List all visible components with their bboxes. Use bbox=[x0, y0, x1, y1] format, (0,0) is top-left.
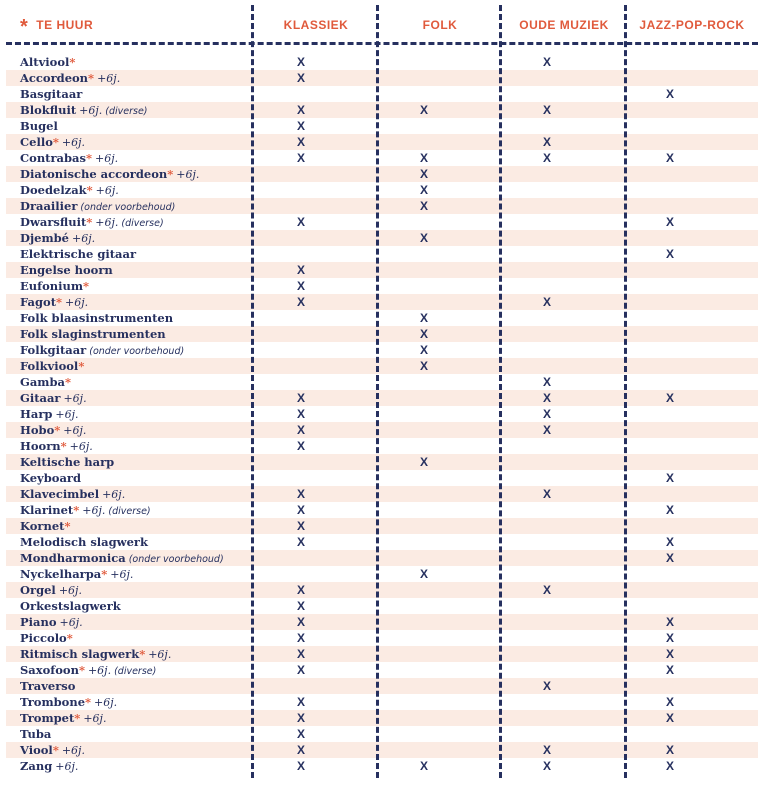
table-row bbox=[6, 662, 758, 678]
minimum-age: +6j. bbox=[61, 136, 86, 149]
minimum-age: +6j. bbox=[63, 392, 87, 405]
minimum-age: +6j. bbox=[95, 152, 119, 165]
instrument-label: Contrabas bbox=[20, 151, 86, 165]
instrument-name bbox=[20, 214, 164, 230]
table-row bbox=[6, 614, 758, 630]
instrument-label: Basgitaar bbox=[20, 87, 83, 101]
availability-mark: X bbox=[296, 647, 305, 661]
instrument-name bbox=[20, 198, 175, 214]
instrument-name bbox=[20, 678, 75, 694]
availability-mark: X bbox=[542, 759, 551, 773]
minimum-age: +6j. bbox=[55, 408, 79, 421]
availability-mark: X bbox=[665, 503, 674, 517]
table-row bbox=[6, 598, 758, 614]
instrument-name bbox=[20, 278, 89, 294]
instrument-name bbox=[20, 566, 133, 582]
availability-mark: X bbox=[296, 615, 305, 629]
availability-mark: X bbox=[542, 423, 551, 437]
column-header-klassiek: KLASSIEK bbox=[283, 18, 349, 32]
table-row bbox=[6, 182, 758, 198]
table-row bbox=[6, 214, 758, 230]
asterisk-marker: * bbox=[52, 135, 59, 149]
availability-mark: X bbox=[296, 151, 305, 165]
instrument-label: Gamba bbox=[20, 375, 65, 389]
availability-mark: X bbox=[665, 695, 674, 709]
availability-mark: X bbox=[419, 359, 428, 373]
asterisk-marker: * bbox=[83, 279, 90, 293]
column-divider bbox=[499, 5, 502, 778]
instrument-name bbox=[20, 134, 85, 150]
minimum-age: +6j. bbox=[58, 584, 82, 597]
table-row bbox=[6, 406, 758, 422]
table-row bbox=[6, 422, 758, 438]
availability-mark: X bbox=[665, 663, 674, 677]
availability-mark: X bbox=[419, 567, 428, 581]
instrument-name bbox=[20, 534, 148, 550]
instrument-label: Draailier bbox=[20, 199, 78, 213]
table-row bbox=[6, 758, 758, 774]
table-row bbox=[6, 438, 758, 454]
table-row bbox=[6, 742, 758, 758]
minimum-age: +6j. bbox=[102, 488, 126, 501]
availability-mark: X bbox=[665, 151, 674, 165]
availability-mark: X bbox=[542, 743, 551, 757]
instrument-label: Klarinet bbox=[20, 503, 74, 517]
table-title bbox=[20, 10, 240, 40]
asterisk-marker: * bbox=[85, 151, 92, 165]
asterisk-marker: * bbox=[52, 743, 59, 757]
minimum-age: +6j. bbox=[95, 184, 119, 197]
instrument-name bbox=[20, 422, 86, 438]
table-row bbox=[6, 486, 758, 502]
asterisk-marker: * bbox=[86, 183, 93, 197]
instrument-label: Nyckelharpa bbox=[20, 567, 102, 581]
asterisk-marker: * bbox=[74, 711, 81, 725]
availability-mark: X bbox=[296, 279, 305, 293]
instrument-label: Orkestslagwerk bbox=[20, 599, 121, 613]
minimum-age: +6j. bbox=[61, 744, 85, 757]
table-row bbox=[6, 566, 758, 582]
instrument-label: Folk blaasinstrumenten bbox=[20, 311, 174, 325]
minimum-age: +6j. bbox=[87, 664, 112, 677]
instrument-label: Trombone bbox=[20, 695, 86, 709]
instrument-name bbox=[20, 550, 224, 566]
availability-mark: X bbox=[296, 295, 305, 309]
instrument-name bbox=[20, 758, 78, 774]
instrument-name bbox=[20, 294, 88, 310]
instrument-name bbox=[20, 598, 121, 614]
instrument-label: Hobo bbox=[20, 423, 55, 437]
table-row bbox=[6, 310, 758, 326]
instrument-name bbox=[20, 710, 106, 726]
asterisk-marker: * bbox=[78, 663, 85, 677]
table-row bbox=[6, 710, 758, 726]
availability-mark: X bbox=[419, 151, 428, 165]
availability-mark: X bbox=[665, 711, 674, 725]
instrument-name bbox=[20, 246, 136, 262]
table-row bbox=[6, 358, 758, 374]
instrument-name bbox=[20, 662, 156, 678]
asterisk-marker: * bbox=[69, 55, 76, 69]
minimum-age: +6j. bbox=[79, 104, 103, 117]
asterisk-marker: * bbox=[60, 439, 67, 453]
minimum-age: +6j. bbox=[83, 712, 107, 725]
instrument-label: Altviool bbox=[20, 55, 70, 69]
minimum-age: +6j. bbox=[59, 616, 83, 629]
availability-mark: X bbox=[542, 375, 551, 389]
minimum-age: +6j. bbox=[55, 760, 79, 773]
minimum-age: +6j. bbox=[110, 568, 134, 581]
table-row bbox=[6, 118, 758, 134]
instrument-name bbox=[20, 470, 81, 486]
instrument-label: Piano bbox=[20, 615, 57, 629]
availability-mark: X bbox=[665, 215, 674, 229]
instrument-name bbox=[20, 438, 93, 454]
instrument-name bbox=[20, 262, 113, 278]
availability-mark: X bbox=[296, 439, 305, 453]
instrument-label: Elektrische gitaar bbox=[20, 247, 136, 261]
instrument-label: Accordeon bbox=[20, 71, 89, 85]
table-row bbox=[6, 198, 758, 214]
availability-mark: X bbox=[296, 71, 305, 85]
instrument-label: Viool bbox=[20, 743, 53, 757]
instrument-note: (onder voorbehoud) bbox=[80, 202, 176, 213]
availability-mark: X bbox=[665, 471, 674, 485]
instrument-label: Folkgitaar bbox=[20, 343, 87, 357]
table-row bbox=[6, 86, 758, 102]
availability-mark: X bbox=[296, 631, 305, 645]
instrument-name bbox=[20, 54, 75, 70]
availability-mark: X bbox=[665, 759, 674, 773]
availability-mark: X bbox=[296, 727, 305, 741]
asterisk-marker: * bbox=[73, 503, 80, 517]
instrument-label: Folk slaginstrumenten bbox=[20, 327, 166, 341]
instrument-name bbox=[20, 614, 83, 630]
minimum-age: +6j. bbox=[71, 232, 96, 245]
instrument-label: Doedelzak bbox=[20, 183, 87, 197]
instrument-note: (diverse) bbox=[108, 506, 151, 517]
instrument-name bbox=[20, 646, 171, 662]
instrument-name bbox=[20, 342, 184, 358]
asterisk-marker: * bbox=[78, 359, 85, 373]
instrument-label: Keltische harp bbox=[20, 455, 115, 469]
minimum-age: +6j. bbox=[82, 504, 106, 517]
minimum-age: +6j. bbox=[97, 72, 121, 85]
table-row bbox=[6, 166, 758, 182]
column-divider bbox=[251, 5, 254, 778]
asterisk-marker: * bbox=[54, 423, 61, 437]
availability-mark: X bbox=[296, 119, 305, 133]
instrument-label: Folkviool bbox=[20, 359, 79, 373]
availability-mark: X bbox=[419, 103, 428, 117]
availability-mark: X bbox=[296, 663, 305, 677]
availability-mark: X bbox=[296, 391, 305, 405]
table-row bbox=[6, 70, 758, 86]
table-row bbox=[6, 374, 758, 390]
instrument-name bbox=[20, 502, 151, 518]
asterisk-marker: * bbox=[167, 167, 174, 181]
asterisk-marker: * bbox=[66, 631, 73, 645]
column-divider bbox=[624, 5, 627, 778]
instrument-label: Mondharmonica bbox=[20, 551, 126, 565]
instrument-name bbox=[20, 630, 73, 646]
instrument-name bbox=[20, 454, 114, 470]
instrument-label: Harp bbox=[20, 407, 53, 421]
asterisk-marker: * bbox=[86, 215, 93, 229]
minimum-age: +6j. bbox=[176, 168, 200, 181]
column-header-oude-muziek: OUDE MUZIEK bbox=[519, 18, 609, 32]
availability-mark: X bbox=[419, 199, 428, 213]
availability-mark: X bbox=[296, 55, 305, 69]
asterisk-marker: * bbox=[64, 519, 71, 533]
instrument-name bbox=[20, 326, 166, 342]
instrument-label: Bugel bbox=[20, 119, 58, 133]
availability-mark: X bbox=[296, 487, 305, 501]
instrument-name bbox=[20, 86, 82, 102]
header-divider bbox=[6, 42, 758, 45]
instrument-name bbox=[20, 390, 87, 406]
instrument-name bbox=[20, 582, 82, 598]
asterisk-marker: * bbox=[88, 71, 95, 85]
minimum-age: +6j. bbox=[95, 216, 119, 229]
instrument-label: Cello bbox=[20, 135, 53, 149]
table-row bbox=[6, 390, 758, 406]
instrument-label: Traverso bbox=[20, 679, 76, 693]
availability-mark: X bbox=[665, 631, 674, 645]
instrument-label: Dwarsfluit bbox=[20, 215, 87, 229]
availability-mark: X bbox=[419, 327, 428, 341]
availability-mark: X bbox=[542, 103, 551, 117]
table-row bbox=[6, 550, 758, 566]
instrument-note: (diverse) bbox=[105, 106, 148, 117]
table-row bbox=[6, 342, 758, 358]
instrument-label: Diatonische accordeon bbox=[20, 167, 168, 181]
asterisk-marker: * bbox=[139, 647, 146, 661]
availability-mark: X bbox=[296, 263, 305, 277]
table-row bbox=[6, 646, 758, 662]
table-row bbox=[6, 294, 758, 310]
table-row bbox=[6, 278, 758, 294]
instrument-name bbox=[20, 230, 95, 246]
table-row bbox=[6, 518, 758, 534]
table-row bbox=[6, 678, 758, 694]
availability-mark: X bbox=[542, 487, 551, 501]
instrument-label: Eufonium bbox=[20, 279, 84, 293]
availability-mark: X bbox=[419, 759, 428, 773]
availability-mark: X bbox=[665, 743, 674, 757]
table-row bbox=[6, 726, 758, 742]
instrument-label: Klavecimbel bbox=[20, 487, 100, 501]
table-row bbox=[6, 534, 758, 550]
availability-mark: X bbox=[665, 391, 674, 405]
instrument-name bbox=[20, 518, 70, 534]
availability-mark: X bbox=[542, 407, 551, 421]
instrument-label: Keyboard bbox=[20, 471, 82, 485]
instrument-name bbox=[20, 742, 85, 758]
availability-mark: X bbox=[419, 455, 428, 469]
availability-mark: X bbox=[296, 759, 305, 773]
table-row bbox=[6, 102, 758, 118]
table-row bbox=[6, 230, 758, 246]
availability-mark: X bbox=[296, 583, 305, 597]
instrument-label: Hoorn bbox=[20, 439, 61, 453]
instrument-note: (onder voorbehoud) bbox=[89, 346, 185, 357]
instrument-name bbox=[20, 182, 119, 198]
instrument-label: Gitaar bbox=[20, 391, 61, 405]
availability-mark: X bbox=[665, 647, 674, 661]
availability-mark: X bbox=[296, 103, 305, 117]
instrument-label: Zang bbox=[20, 759, 53, 773]
availability-mark: X bbox=[542, 151, 551, 165]
minimum-age: +6j. bbox=[63, 424, 87, 437]
minimum-age: +6j. bbox=[65, 296, 89, 309]
availability-mark: X bbox=[296, 423, 305, 437]
minimum-age: +6j. bbox=[69, 440, 93, 453]
instrument-name bbox=[20, 310, 173, 326]
table-row bbox=[6, 694, 758, 710]
instrument-label: Melodisch slagwerk bbox=[20, 535, 148, 549]
availability-mark: X bbox=[296, 135, 305, 149]
instrument-name bbox=[20, 102, 148, 118]
availability-mark: X bbox=[296, 695, 305, 709]
instrument-name bbox=[20, 374, 71, 390]
table-row bbox=[6, 326, 758, 342]
availability-mark: X bbox=[296, 711, 305, 725]
instrument-label: Tuba bbox=[20, 727, 52, 741]
asterisk-marker: * bbox=[64, 375, 71, 389]
table-row bbox=[6, 454, 758, 470]
availability-mark: X bbox=[542, 679, 551, 693]
availability-mark: X bbox=[419, 343, 428, 357]
instrument-label: Djembé bbox=[20, 231, 69, 245]
column-divider bbox=[376, 5, 379, 778]
instrument-label: Saxofoon bbox=[20, 663, 79, 677]
instrument-name bbox=[20, 358, 84, 374]
availability-mark: X bbox=[419, 183, 428, 197]
instrument-note: (diverse) bbox=[114, 666, 157, 677]
instrument-name bbox=[20, 70, 120, 86]
availability-mark: X bbox=[665, 247, 674, 261]
instrument-label: Orgel bbox=[20, 583, 56, 597]
availability-mark: X bbox=[665, 535, 674, 549]
instrument-name bbox=[20, 486, 125, 502]
instrument-label: Fagot bbox=[20, 295, 57, 309]
availability-mark: X bbox=[665, 551, 674, 565]
availability-mark: X bbox=[419, 311, 428, 325]
availability-mark: X bbox=[296, 503, 305, 517]
instrument-name bbox=[20, 166, 199, 182]
table-row bbox=[6, 262, 758, 278]
table-row bbox=[6, 150, 758, 166]
asterisk-icon: * bbox=[20, 16, 29, 38]
instrument-name bbox=[20, 406, 79, 422]
column-header-folk: FOLK bbox=[422, 18, 458, 32]
instrument-label: Kornet bbox=[20, 519, 65, 533]
instrument-name bbox=[20, 694, 117, 710]
asterisk-marker: * bbox=[101, 567, 108, 581]
instrument-name bbox=[20, 726, 51, 742]
availability-mark: X bbox=[542, 391, 551, 405]
availability-mark: X bbox=[296, 599, 305, 613]
minimum-age: +6j. bbox=[94, 696, 118, 709]
table-row bbox=[6, 502, 758, 518]
instrument-label: Trompet bbox=[20, 711, 75, 725]
minimum-age: +6j. bbox=[148, 648, 172, 661]
instrument-name bbox=[20, 150, 118, 166]
asterisk-marker: * bbox=[85, 695, 92, 709]
instrument-label: Blokfluit bbox=[20, 103, 77, 117]
column-header-jazz-pop-rock: JAZZ-POP-ROCK bbox=[639, 18, 745, 32]
availability-mark: X bbox=[542, 135, 551, 149]
availability-mark: X bbox=[296, 519, 305, 533]
instrument-note: (diverse) bbox=[121, 218, 164, 229]
instrument-note: (onder voorbehoud) bbox=[128, 554, 224, 565]
availability-mark: X bbox=[419, 167, 428, 181]
instrument-label: Piccolo bbox=[20, 631, 67, 645]
availability-mark: X bbox=[296, 215, 305, 229]
availability-mark: X bbox=[665, 615, 674, 629]
table-row bbox=[6, 470, 758, 486]
title-text: TE HUUR bbox=[36, 18, 94, 32]
table-row bbox=[6, 582, 758, 598]
table-row bbox=[6, 134, 758, 150]
availability-mark: X bbox=[542, 295, 551, 309]
availability-mark: X bbox=[542, 55, 551, 69]
availability-mark: X bbox=[419, 231, 428, 245]
table-row bbox=[6, 630, 758, 646]
availability-mark: X bbox=[542, 583, 551, 597]
instrument-label: Engelse hoorn bbox=[20, 263, 113, 277]
table-row bbox=[6, 246, 758, 262]
instrument-name bbox=[20, 118, 58, 134]
table-row bbox=[6, 54, 758, 70]
availability-mark: X bbox=[296, 407, 305, 421]
asterisk-marker: * bbox=[56, 295, 63, 309]
availability-mark: X bbox=[296, 743, 305, 757]
instrument-label: Ritmisch slagwerk bbox=[20, 647, 140, 661]
availability-mark: X bbox=[665, 87, 674, 101]
availability-mark: X bbox=[296, 535, 305, 549]
